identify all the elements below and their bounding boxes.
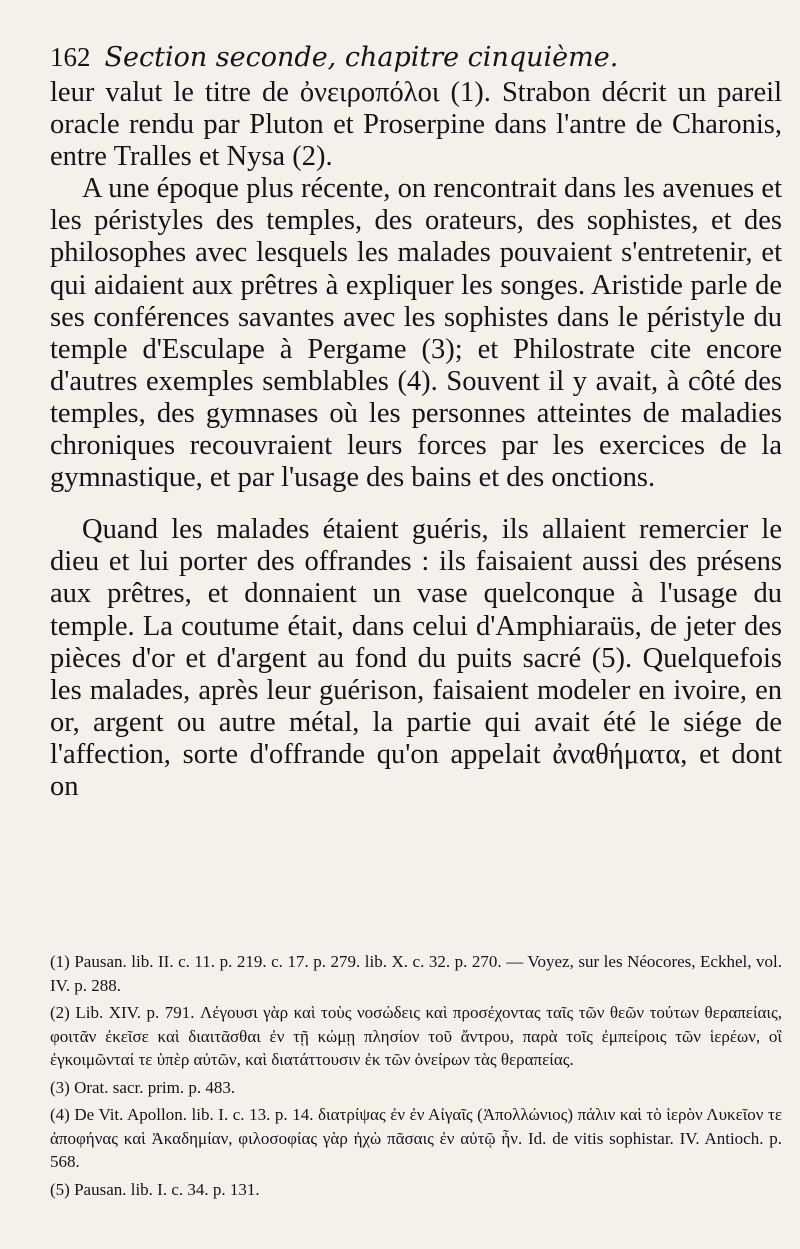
footnote: (3) Orat. sacr. prim. p. 483.	[50, 1077, 236, 1097]
paragraph: A une époque plus récente, on rencontrait dans les avenues et les péristyles des temples, des orateurs, des sophistes, et des philosophes avec lesquels les malades pouvaient s'entretenir, et qui aidaient aux prêtres à expliquer les songes. Aristide parle de ses conférences savantes avec les sophistes dans le péristyle du temple d'Esculape à Pergame (3); et Philostrate cite encore d'autres exemples semblables (4). Souvent il y avait, à côté des temples, des gymnases où les personnes atteintes de maladies chroniques recouvraient leurs forces par les exercices de la gymnastique, et par l'usage des bains et des onctions.	[50, 173, 782, 494]
paragraph: leur valut le titre de ὀνειροπόλοι (1). Strabon décrit un pareil oracle rendu par Pluton et Proserpine dans l'antre de Charonis, entre Tralles et Nysa (2).	[50, 77, 782, 173]
body-text	[50, 77, 782, 803]
page-number: 162	[50, 42, 91, 72]
footnotes	[50, 950, 782, 1205]
footnote: (5) Pausan. lib. I. c. 34. p. 131.	[50, 1179, 260, 1199]
footnote: (1) Pausan. lib. II. c. 11. p. 219. c. 17. p. 279. lib. X. c. 32. p. 270. — Voyez, sur les Néocores, Eckhel, vol. IV. p. 288.	[50, 952, 782, 995]
footnote: (4) De Vit. Apollon. lib. I. c. 13. p. 14. διατρίψας ἐν ἐν Αἰγαῖς (Ἀπολλώνιος) πάλιν καὶ τὸ ἱερὸν Λυκεῖον τε ἀποφήνας καὶ Ἀκαδημίαν, φιλοσοφίας γὰρ ἠχὼ πᾶσαις ἐν αὐτῷ ἦν. Id. de vitis sophistar. IV. Antioch. p. 568.	[50, 1105, 782, 1171]
footnote: (2) Lib. XIV. p. 791. Λέγουσι γὰρ καὶ τοὺς νοσώδεις καὶ προσέχοντας ταῖς τῶν θεῶν τούτων θεραπείαις, φοιτᾶν ἐκεῖσε καὶ διαιτᾶσθαι ἐν τῇ κώμῃ πλησίον τοῦ ἄντρου, παρὰ τοῖς ἐμπείροις τῶν ἱερέων, οἳ ἐγκοιμῶνταί τε ὑπὲρ αὐτῶν, καὶ διατάττουσιν ἐκ τῶν ὀνείρων τὰς θεραπείας.	[50, 1003, 782, 1069]
paragraph: Quand les malades étaient guéris, ils allaient remercier le dieu et lui porter des offrandes : ils faisaient aussi des présens aux prêtres, et donnaient un vase quelconque à l'usage du temple. La coutume était, dans celui d'Amphiaraüs, de jeter des pièces d'or et d'argent au fond du puits sacré (5). Quelquefois les malades, après leur guérison, faisaient modeler en ivoire, en or, argent ou autre métal, la partie qui avait été le siége de l'affection, sorte d'offrande qu'on appelait ἀναθήματα, et dont on	[50, 514, 782, 802]
running-head	[50, 40, 782, 75]
running-title: Section seconde, chapitre cinquième.	[104, 42, 619, 73]
